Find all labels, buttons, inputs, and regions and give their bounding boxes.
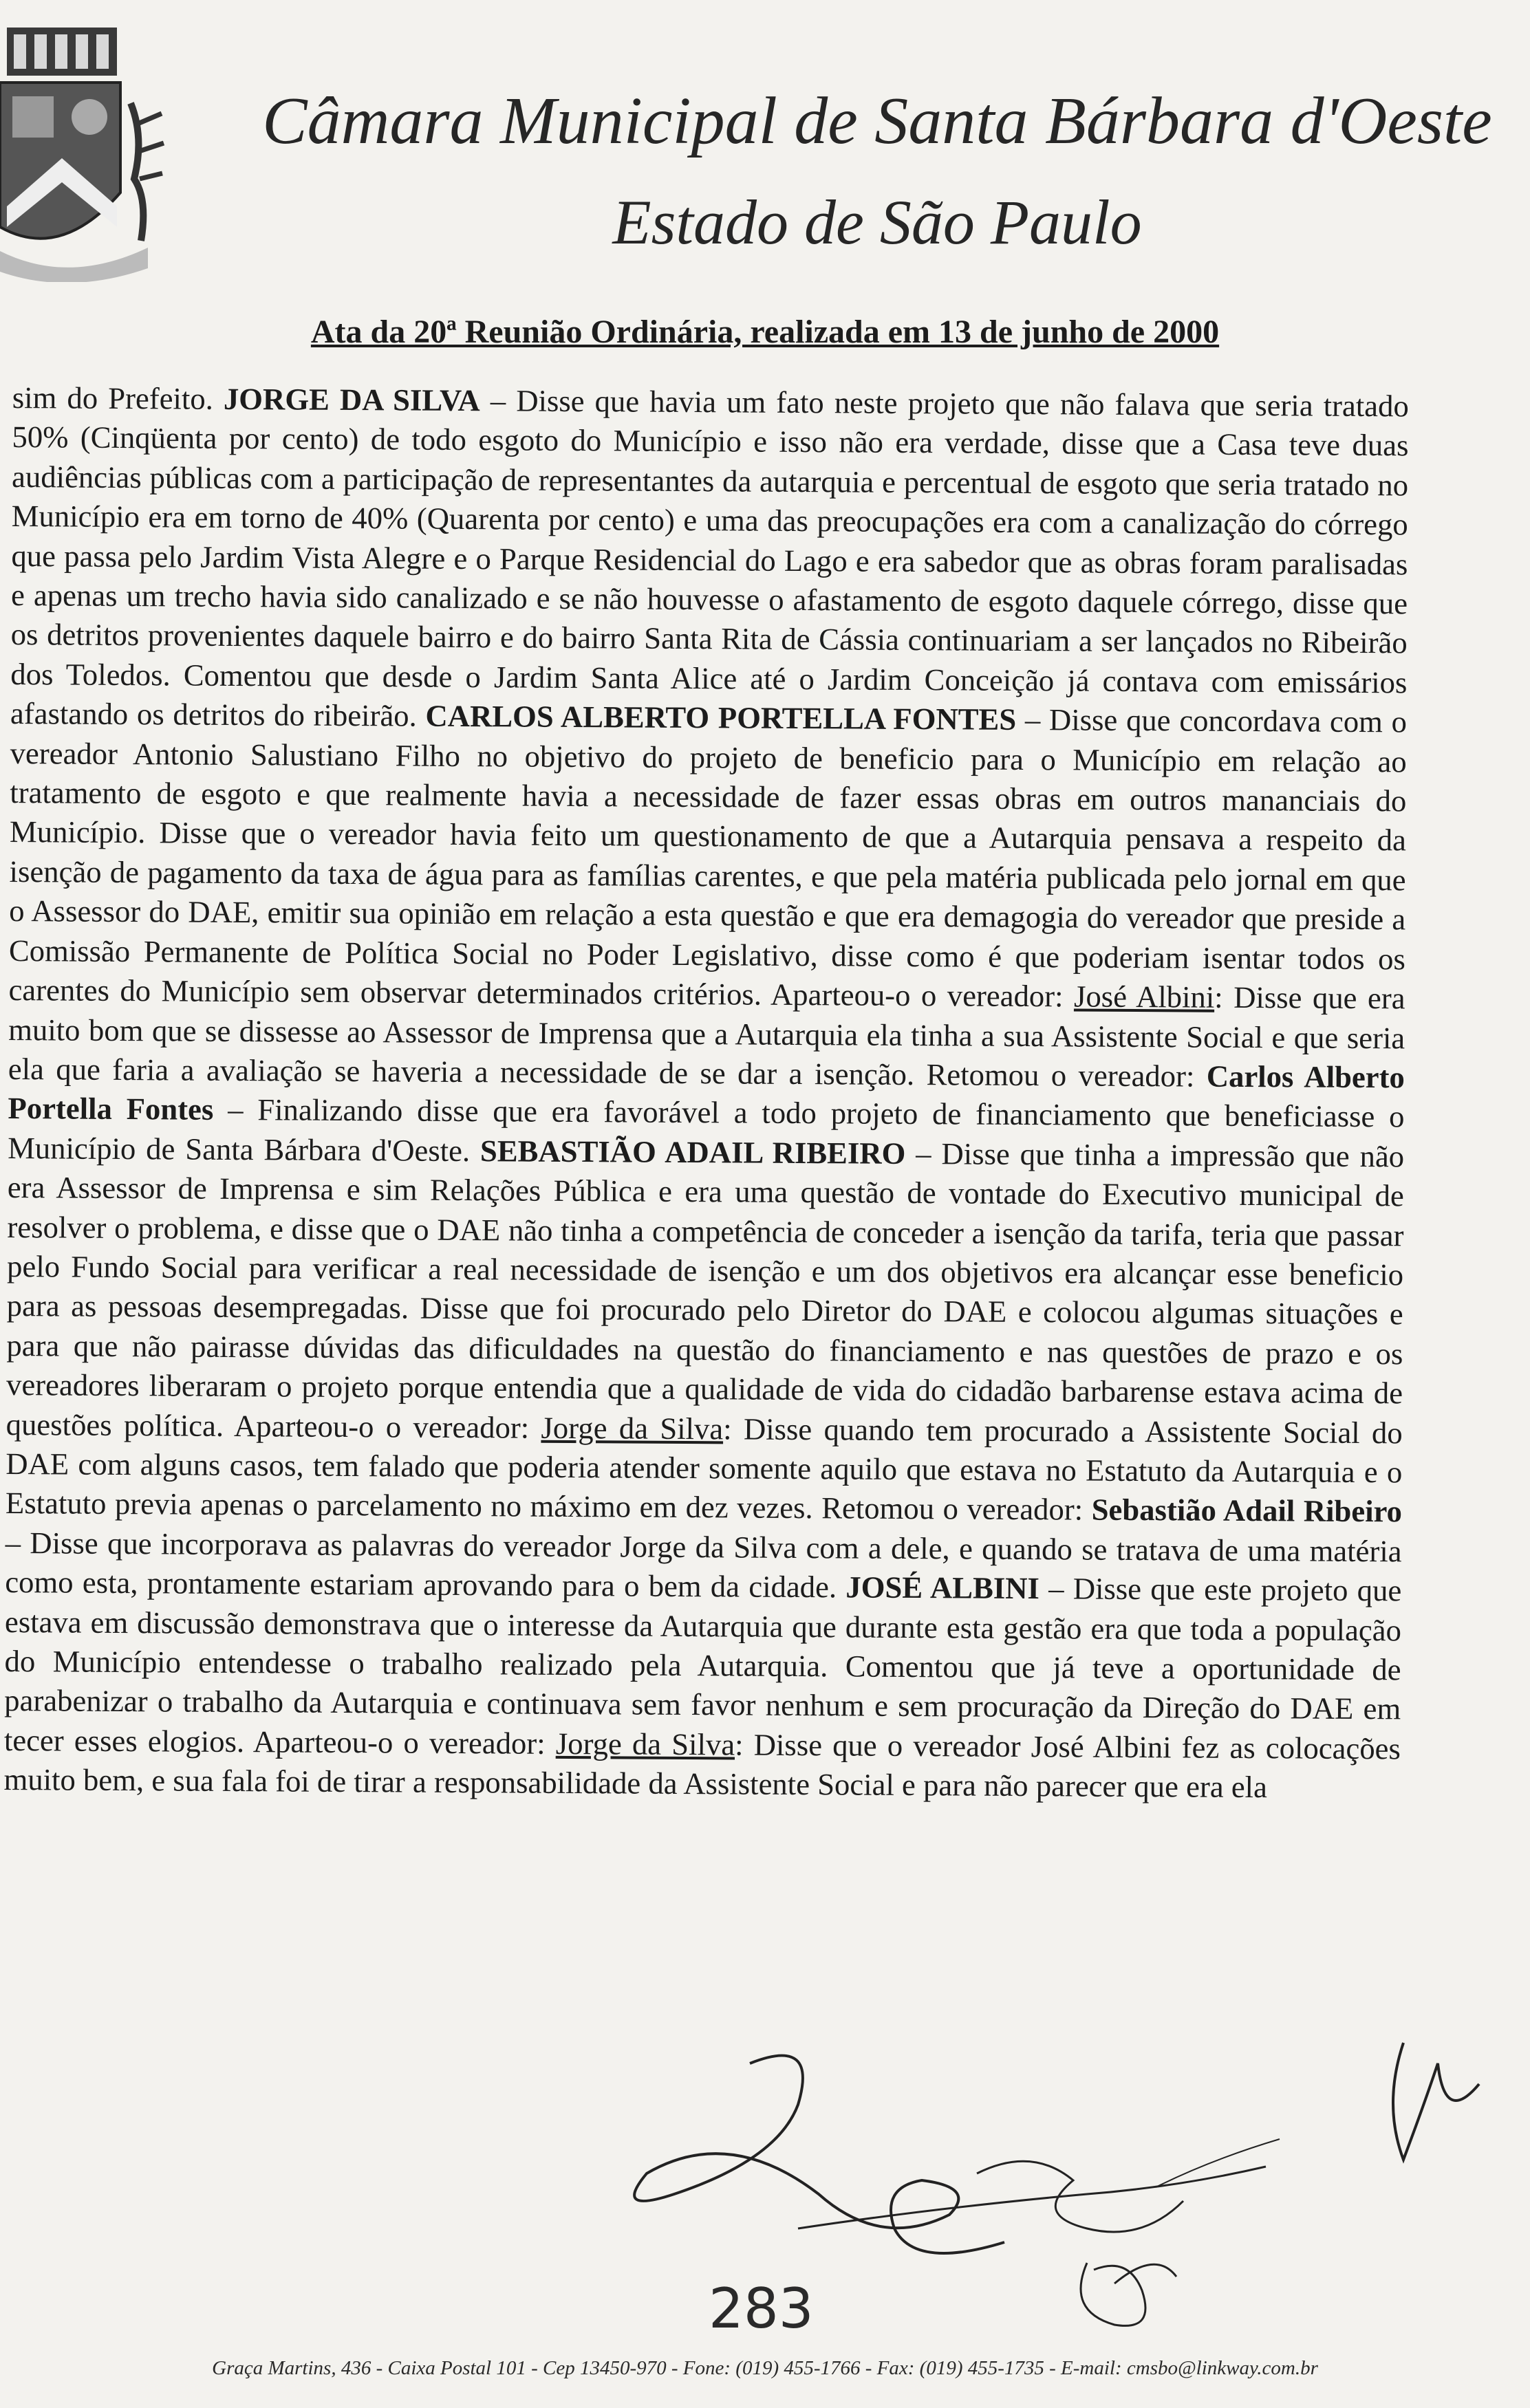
minutes-body <box>3 378 1409 1808</box>
body-segment: – Disse que havia um fato neste projeto que não falava que seria tratado 50% (Cinqüenta por cento) de todo esgoto do Município e isso não era verdade, disse que a Casa teve duas audiências públicas com a participação de representantes da autarquia e percentual de esgoto que seria tratado no Município era em torno de 40% (Quarenta por cento) e uma das preocupações era com a canalização do córrego que passa pelo Jardim Vista Alegre e o Parque Residencial do Lago e era sabedor que as obras foram paralisadas e apenas um trecho havia sido canalizado e se não houvesse o afastamento de esgoto daquele córrego, disse que os detritos provenientes daquele bairro e do bairro Santa Rita de Cássia continuariam a ser lançados no Ribeirão dos Toledos. Comentou que desde o Jardim Santa Alice até o Jardim Conceição já contava com emissários afastando os detritos do ribeirão. <box>10 383 1409 733</box>
aparte-name: José Albini <box>1073 979 1215 1015</box>
speaker-name: JORGE DA SILVA <box>223 381 480 418</box>
body-segment: : Disse que o vereador José Albini fez as colocações muito bem, e sua fala foi de tirar a responsabilidade da Assistente Social e para não parecer que era ela <box>3 1727 1401 1805</box>
institution-state: Estado de São Paulo <box>612 187 1142 257</box>
page-number: 283 <box>709 2277 814 2341</box>
municipal-crest-logo <box>0 21 165 282</box>
institution-name: Câmara Municipal de Santa Bárbara d'Oeste <box>262 84 1492 158</box>
body-paragraph <box>3 378 1409 1808</box>
footer-address: Graça Martins, 436 - Caixa Postal 101 - Cep 13450-970 - Fone: (019) 455-1766 - Fax: (019) 455-1735 - E-mail: cmsbo@linkway.com.br <box>212 2357 1318 2379</box>
speaker-name: CARLOS ALBERTO PORTELLA FONTES <box>425 698 1017 737</box>
speaker-name: JOSÉ ALBINI <box>845 1570 1040 1606</box>
body-segment: – Disse que tinha a impressão que não era Assessor de Imprensa e sim Relações Pública e era uma questão de vontade do Executivo municipal de resolver o problema, e disse que o DAE não tinha a competência de conceder a isenção da tarifa, teria que passar pelo Fundo Social para verificar a real necessidade de isenção e um dos objetivos era alcançar esse beneficio para as pessoas desempregadas. Disse que foi procurado pelo Diretor do DAE e colocou algumas situações e para que não pairasse dúvidas das dificuldades na questão do financiamento e nas questões de prazo e os vereadores liberaram o projeto porque entendia que a qualidade de vida do cidadão barbarense estava acima de questões política. Aparteou-o o vereador: <box>6 1136 1405 1445</box>
body-segment: : Disse quando tem procurado a Assistente Social do DAE com alguns casos, tem falado que poderia atender somente aquilo que estava no Estatuto da Autarquia e o Estatuto previa apenas o parcelamento no máximo em dez vezes. Retomou o vereador: <box>5 1411 1403 1527</box>
body-segment: – Disse que este projeto que estava em discussão demonstrava que o interesse da Autarquia que durante esta gestão era que toda a população do Município entendesse o trabalho realizado pela Autarquia. Comentou que já teve a oportunidade de parabenizar o trabalho da Autarquia e continuava sem favor nenhum e sem procuração da Direção do DAE em tecer esses elogios. Aparteou-o o vereador: <box>3 1571 1402 1761</box>
body-segment: : Disse que era muito bom que se dissesse ao Assessor de Imprensa que a Autarquia ela tinha a sua Assistente Social e que seria ela que faria a avaliação se haveria a necessidade de se dar a isenção. Retomou o vereador: <box>8 979 1405 1094</box>
minutes-title: Ata da 20ª Reunião Ordinária, realizada em 13 de junho de 2000 <box>310 314 1220 350</box>
speaker-name: Sebastião Adail Ribeiro <box>1091 1492 1403 1529</box>
aparte-name: Jorge da Silva <box>555 1726 735 1762</box>
body-segment: – Finalizando disse que era favorável a todo projeto de financiamento que beneficiasse o Município de Santa Bárbara d'Oeste. <box>8 1092 1405 1168</box>
body-segment: sim do Prefeito. <box>12 380 224 416</box>
aparte-name: Jorge da Silva <box>541 1410 724 1446</box>
speaker-name: SEBASTIÃO ADAIL RIBEIRO <box>480 1133 906 1171</box>
body-segment: – Disse que concordava com o vereador Antonio Salustiano Filho no objetivo do projeto de beneficio para o Município em relação ao tratamento de esgoto e que realmente havia a necessidade de fazer essas obras em outros mananciais do Município. Disse que o vereador havia feito um questionamento de que a Autarquia pensava a respeito da isenção de pagamento da taxa de água para as famílias carentes, e que pela matéria publicada pelo jornal em que o Assessor do DAE, emitir sua opinião em relação a esta questão e que era demagogia do vereador que preside a Comissão Permanente de Política Social no Poder Legislativo, disse como é que poderiam isentar todos os carentes do Município sem observar determinados critérios. Aparteou-o o vereador: <box>8 702 1408 1014</box>
speaker-name: Carlos Alberto Portella Fontes <box>8 1059 1405 1127</box>
body-segment: – Disse que incorporava as palavras do vereador Jorge da Silva com a dele, e quando se tratava de uma matéria como esta, prontamente estariam aprovando para o bem da cidade. <box>5 1525 1402 1605</box>
